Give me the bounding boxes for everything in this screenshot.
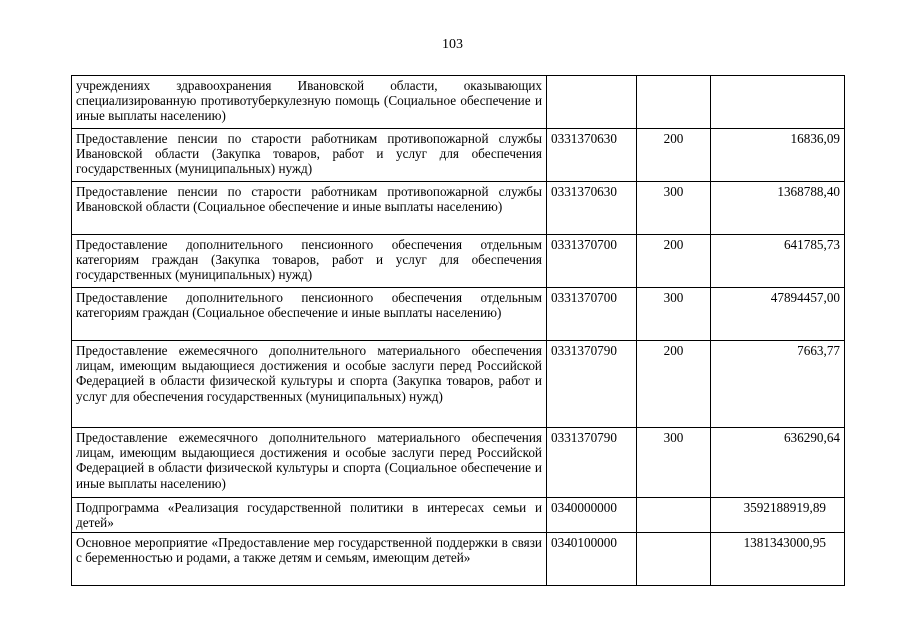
row-name: Подпрограмма «Реализация государственной политики в интересах семьи и детей» (72, 498, 547, 533)
row-code: 0331370790 (547, 341, 637, 428)
budget-table (71, 75, 845, 586)
row-code: 0331370630 (547, 182, 637, 235)
table-row (72, 76, 845, 129)
row-code: 0331370790 (547, 428, 637, 498)
row-amount: 636290,64 (711, 428, 845, 498)
row-code: 0340000000 (547, 498, 637, 533)
row-amount (711, 76, 845, 129)
row-name: Предоставление дополнительного пенсионного обеспечения отдельным категориям граждан (Социальное обеспечение и иные выплаты населению) (72, 288, 547, 341)
row-type (637, 76, 711, 129)
row-type: 300 (637, 288, 711, 341)
row-code: 0331370630 (547, 129, 637, 182)
table-row (72, 288, 845, 341)
page-number: 103 (442, 37, 463, 52)
row-type (637, 533, 711, 586)
row-amount: 47894457,00 (711, 288, 845, 341)
row-amount: 1381343000,95 (711, 533, 845, 586)
row-type: 200 (637, 129, 711, 182)
row-amount: 3592188919,89 (711, 498, 845, 533)
row-code (547, 76, 637, 129)
row-code: 0340100000 (547, 533, 637, 586)
table-row (72, 428, 845, 498)
table-row (72, 341, 845, 428)
table-row (72, 235, 845, 288)
table-row (72, 533, 845, 586)
row-amount: 1368788,40 (711, 182, 845, 235)
row-name: Предоставление пенсии по старости работникам противопожарной службы Ивановской области (Закупка товаров, работ и услуг для обеспечения государственных (муниципальных) нужд) (72, 129, 547, 182)
row-name: Предоставление ежемесячного дополнительного материального обеспечения лицам, имеющим выдающиеся достижения и особые заслуги перед Российской Федерацией в области физической культуры и спорта (Социальное обеспечение и иные выплаты населению) (72, 428, 547, 498)
row-name: Предоставление дополнительного пенсионного обеспечения отдельным категориям граждан (Закупка товаров, работ и услуг для обеспечения государственных (муниципальных) нужд) (72, 235, 547, 288)
row-amount: 7663,77 (711, 341, 845, 428)
row-type (637, 498, 711, 533)
table-row (72, 129, 845, 182)
row-code: 0331370700 (547, 288, 637, 341)
row-type: 300 (637, 182, 711, 235)
row-code: 0331370700 (547, 235, 637, 288)
row-type: 200 (637, 341, 711, 428)
table-row (72, 182, 845, 235)
table-row (72, 498, 845, 533)
row-name: учреждениях здравоохранения Ивановской области, оказывающих специализированную противотуберкулезную помощь (Социальное обеспечение и иные выплаты населению) (72, 76, 547, 129)
row-type: 300 (637, 428, 711, 498)
row-name: Предоставление ежемесячного дополнительного материального обеспечения лицам, имеющим выдающиеся достижения и особые заслуги перед Российской Федерацией в области физической культуры и спорта (Закупка товаров, работ и услуг для обеспечения государственных (муниципальных) нужд) (72, 341, 547, 428)
row-name: Основное мероприятие «Предоставление мер государственной поддержки в связи с беременностью и родами, а также детям и семьям, имеющим детей» (72, 533, 547, 586)
row-amount: 16836,09 (711, 129, 845, 182)
row-type: 200 (637, 235, 711, 288)
row-amount: 641785,73 (711, 235, 845, 288)
row-name: Предоставление пенсии по старости работникам противопожарной службы Ивановской области (Социальное обеспечение и иные выплаты населению) (72, 182, 547, 235)
